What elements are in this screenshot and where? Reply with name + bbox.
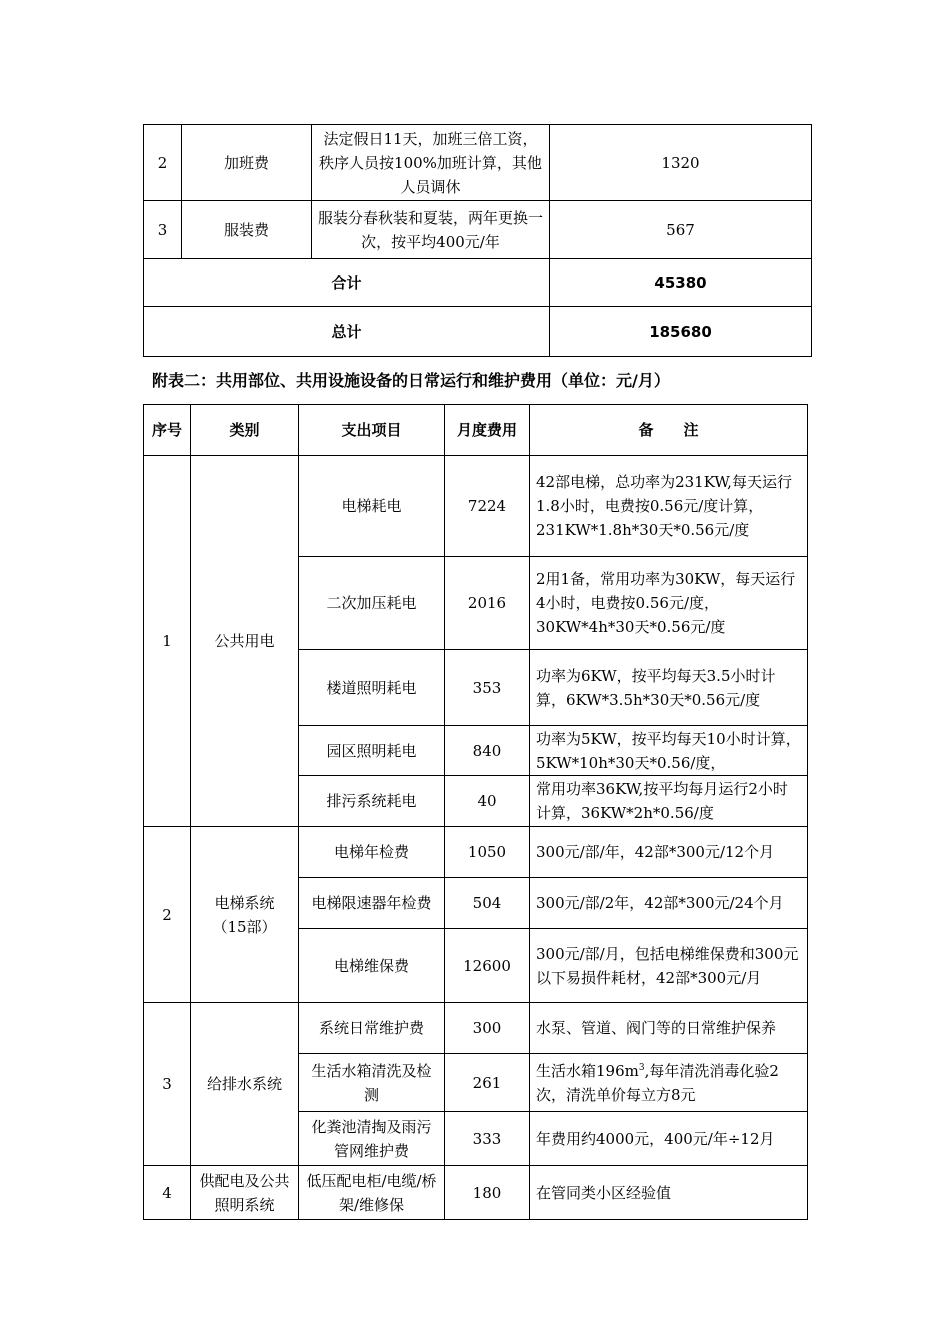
header-monthly: 月度费用	[445, 405, 530, 456]
row-item: 生活水箱清洗及检测	[299, 1054, 445, 1112]
row-remark: 在管同类小区经验值	[530, 1166, 808, 1220]
row-item: 电梯限速器年检费	[299, 878, 445, 929]
table-row	[144, 456, 808, 557]
row-item: 电梯年检费	[299, 827, 445, 878]
remark-part: ,每年清洗消毒化验2次，清洗单价每立方8元	[536, 1061, 779, 1104]
group-no: 3	[144, 1003, 191, 1166]
row-item: 园区照明耗电	[299, 726, 445, 776]
row-desc: 服装分春秋装和夏装，两年更换一次，按平均400元/年	[312, 201, 550, 259]
row-monthly: 1050	[445, 827, 530, 878]
row-remark	[530, 1054, 808, 1112]
group-no: 1	[144, 456, 191, 827]
row-remark: 300元/部/年，42部*300元/12个月	[530, 827, 808, 878]
total-value: 185680	[550, 307, 812, 357]
table-row	[144, 827, 808, 878]
row-amount: 1320	[550, 125, 812, 201]
group-category: 公共用电	[191, 456, 299, 827]
group-category: 给排水系统	[191, 1003, 299, 1166]
subtotal-row	[144, 259, 812, 307]
row-desc: 法定假日11天，加班三倍工资，秩序人员按100%加班计算，其他人员调休	[312, 125, 550, 201]
header-no: 序号	[144, 405, 191, 456]
total-label: 总计	[144, 307, 550, 357]
table-caption: 附表二：共用部位、共用设施设备的日常运行和维护费用（单位：元/月）	[152, 371, 670, 390]
row-remark: 300元/部/2年，42部*300元/24个月	[530, 878, 808, 929]
row-item: 排污系统耗电	[299, 776, 445, 827]
row-item: 系统日常维护费	[299, 1003, 445, 1054]
header-item: 支出项目	[299, 405, 445, 456]
row-amount: 567	[550, 201, 812, 259]
group-category-sub: （15部）	[212, 917, 277, 936]
staff-cost-table	[143, 124, 812, 357]
group-no: 2	[144, 827, 191, 1003]
row-no: 2	[144, 125, 182, 201]
remark-part: 生活水箱196m	[536, 1061, 639, 1080]
group-category: 供配电及公共照明系统	[191, 1166, 299, 1220]
row-remark: 2用1备，常用功率为30KW，每天运行4小时，电费按0.56元/度，30KW*4h*30天*0.56元/度	[530, 557, 808, 650]
row-monthly: 40	[445, 776, 530, 827]
row-monthly: 333	[445, 1112, 530, 1166]
total-row	[144, 307, 812, 357]
row-item: 电梯维保费	[299, 929, 445, 1003]
header-category: 类别	[191, 405, 299, 456]
row-item: 化粪池清掏及雨污管网维护费	[299, 1112, 445, 1166]
row-monthly: 300	[445, 1003, 530, 1054]
header-row	[144, 405, 808, 456]
row-remark: 42部电梯，总功率为231KW,每天运行1.8小时，电费按0.56元/度计算，231KW*1.8h*30天*0.56元/度	[530, 456, 808, 557]
row-item: 二次加压耗电	[299, 557, 445, 650]
row-remark: 常用功率36KW,按平均每月运行2小时计算，36KW*2h*0.56/度	[530, 776, 808, 827]
row-monthly: 840	[445, 726, 530, 776]
row-item: 服装费	[182, 201, 312, 259]
row-item: 低压配电柜/电缆/桥架/维修保	[299, 1166, 445, 1220]
group-category-main: 电梯系统	[214, 893, 275, 912]
row-remark: 水泵、管道、阀门等的日常维护保养	[530, 1003, 808, 1054]
table-row	[144, 201, 812, 259]
row-item: 电梯耗电	[299, 456, 445, 557]
group-no: 4	[144, 1166, 191, 1220]
row-monthly: 2016	[445, 557, 530, 650]
row-item: 楼道照明耗电	[299, 650, 445, 726]
row-remark: 300元/部/月，包括电梯维保费和300元以下易损件耗材，42部*300元/月	[530, 929, 808, 1003]
row-item: 加班费	[182, 125, 312, 201]
row-monthly: 261	[445, 1054, 530, 1112]
table-row	[144, 125, 812, 201]
subtotal-value: 45380	[550, 259, 812, 307]
table-row	[144, 1003, 808, 1054]
subtotal-label: 合计	[144, 259, 550, 307]
row-no: 3	[144, 201, 182, 259]
group-category	[191, 827, 299, 1003]
row-monthly: 7224	[445, 456, 530, 557]
header-remark: 备 注	[530, 405, 808, 456]
row-monthly: 504	[445, 878, 530, 929]
maintenance-cost-table	[143, 404, 808, 1220]
row-remark: 年费用约4000元，400元/年÷12月	[530, 1112, 808, 1166]
row-monthly: 180	[445, 1166, 530, 1220]
row-monthly: 12600	[445, 929, 530, 1003]
table-row	[144, 1166, 808, 1220]
row-remark: 功率为5KW，按平均每天10小时计算，5KW*10h*30天*0.56/度，	[530, 726, 808, 776]
row-remark: 功率为6KW，按平均每天3.5小时计算，6KW*3.5h*30天*0.56元/度	[530, 650, 808, 726]
row-monthly: 353	[445, 650, 530, 726]
superscript: 3	[638, 1062, 645, 1073]
